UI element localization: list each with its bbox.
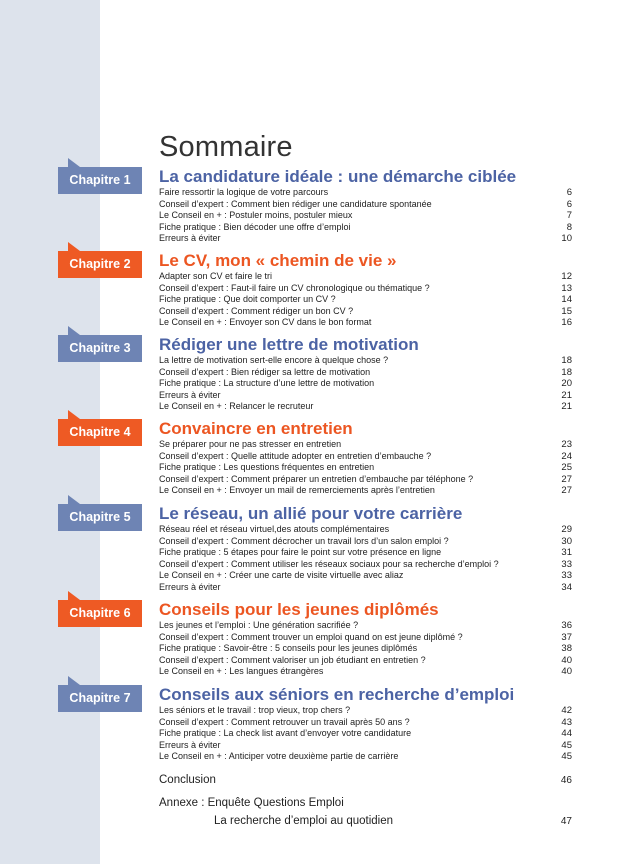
chapter-entries bbox=[159, 187, 572, 245]
chapter-tab[interactable] bbox=[58, 251, 142, 278]
toc-entry[interactable] bbox=[159, 451, 572, 463]
toc-entry[interactable] bbox=[159, 317, 572, 329]
entry-page: 10 bbox=[561, 233, 572, 245]
entry-text: Erreurs à éviter bbox=[159, 389, 221, 400]
toc-entry[interactable] bbox=[159, 655, 572, 667]
chapter-entries bbox=[159, 705, 572, 763]
toc-entry[interactable] bbox=[159, 705, 572, 717]
toc-entry[interactable] bbox=[159, 620, 572, 632]
entry-text: Conseil d’expert : Comment rédiger un bon CV ? bbox=[159, 305, 354, 316]
entry-page: 21 bbox=[561, 401, 572, 413]
entry-page: 12 bbox=[561, 271, 572, 282]
entry-text: Le Conseil en + : Envoyer son CV dans le bon format bbox=[159, 317, 372, 328]
entry-text: Conseil d’expert : Comment valoriser un job étudiant en entretien ? bbox=[159, 654, 426, 665]
toc-entry[interactable] bbox=[159, 570, 572, 582]
entry-text: Conseil d’expert : Faut-il faire un CV chronologique ou thématique ? bbox=[159, 282, 430, 293]
toc-entry[interactable] bbox=[159, 666, 572, 678]
entry-text: Conseil d’expert : Comment retrouver un travail après 50 ans ? bbox=[159, 716, 410, 727]
toc-annexe-sub[interactable] bbox=[159, 815, 572, 827]
toc-entry[interactable] bbox=[159, 306, 572, 318]
toc-entry[interactable] bbox=[159, 547, 572, 559]
entry-page: 27 bbox=[561, 485, 572, 497]
entry-page: 40 bbox=[561, 666, 572, 678]
chapter-entries bbox=[159, 355, 572, 413]
entry-page: 25 bbox=[561, 462, 572, 474]
entry-text: Conseil d’expert : Comment trouver un emploi quand on est jeune diplômé ? bbox=[159, 631, 463, 642]
entry-text: Le Conseil en + : Envoyer un mail de remerciements après l’entretien bbox=[159, 485, 435, 496]
toc-entry[interactable] bbox=[159, 485, 572, 497]
toc-conclusion[interactable] bbox=[159, 774, 572, 786]
toc-entry[interactable] bbox=[159, 751, 572, 763]
toc-entry[interactable] bbox=[159, 199, 572, 211]
entry-page: 6 bbox=[566, 187, 572, 198]
chapter-entries bbox=[159, 271, 572, 329]
entry-page: 8 bbox=[566, 221, 572, 233]
chapter-tab-label: Chapitre 7 bbox=[69, 691, 131, 705]
chapter-tab[interactable] bbox=[58, 504, 142, 531]
toc-entry[interactable] bbox=[159, 271, 572, 283]
entry-page: 16 bbox=[561, 317, 572, 329]
conclusion-page: 46 bbox=[560, 775, 572, 786]
toc-entry[interactable] bbox=[159, 355, 572, 367]
toc-entry[interactable] bbox=[159, 439, 572, 451]
chapter-tab-label: Chapitre 4 bbox=[69, 425, 131, 439]
entry-page: 43 bbox=[561, 716, 572, 728]
entry-page: 27 bbox=[561, 473, 572, 485]
chapter-title[interactable]: Le réseau, un allié pour votre carrière bbox=[159, 504, 463, 523]
entry-page: 38 bbox=[561, 643, 572, 655]
entry-text: Fiche pratique : 5 étapes pour faire le point sur votre présence en ligne bbox=[159, 547, 442, 558]
chapter-tab[interactable] bbox=[58, 419, 142, 446]
entry-text: Fiche pratique : Les questions fréquentes en entretien bbox=[159, 462, 375, 473]
entry-text: Le Conseil en + : Anticiper votre deuxième partie de carrière bbox=[159, 751, 399, 762]
entry-text: Le Conseil en + : Postuler moins, postuler mieux bbox=[159, 210, 353, 221]
chapter-tab[interactable] bbox=[58, 600, 142, 627]
entry-page: 36 bbox=[561, 620, 572, 631]
entry-text: Le Conseil en + : Relancer le recruteur bbox=[159, 401, 314, 412]
entry-text: Faire ressortir la logique de votre parcours bbox=[159, 187, 329, 197]
entry-page: 45 bbox=[561, 739, 572, 751]
toc-entry[interactable] bbox=[159, 462, 572, 474]
entry-text: Fiche pratique : Bien décoder une offre d’emploi bbox=[159, 221, 351, 232]
entry-page: 45 bbox=[561, 751, 572, 763]
entry-text: Conseil d’expert : Comment décrocher un travail lors d’un salon emploi ? bbox=[159, 535, 449, 546]
entry-page: 13 bbox=[561, 282, 572, 294]
toc-entry[interactable] bbox=[159, 294, 572, 306]
entry-text: Conseil d’expert : Comment utiliser les réseaux sociaux pour sa recherche d’emploi ? bbox=[159, 558, 499, 569]
entry-page: 34 bbox=[561, 581, 572, 593]
chapter-tab-label: Chapitre 3 bbox=[69, 341, 131, 355]
entry-text: Erreurs à éviter bbox=[159, 739, 221, 750]
entry-page: 33 bbox=[561, 570, 572, 582]
entry-page: 6 bbox=[566, 198, 572, 210]
toc-entry[interactable] bbox=[159, 582, 572, 594]
entry-text: Fiche pratique : La check list avant d’envoyer votre candidature bbox=[159, 728, 412, 739]
toc-entry[interactable] bbox=[159, 474, 572, 486]
entry-page: 30 bbox=[561, 535, 572, 547]
toc-entry[interactable] bbox=[159, 524, 572, 536]
chapter-title[interactable]: Conseils aux séniors en recherche d’emploi bbox=[159, 685, 515, 704]
toc-entry[interactable] bbox=[159, 222, 572, 234]
chapter-title[interactable]: La candidature idéale : une démarche ciblée bbox=[159, 167, 517, 186]
entry-text: Adapter son CV et faire le tri bbox=[159, 271, 273, 281]
entry-text: Les jeunes et l’emploi : Une génération sacrifiée ? bbox=[159, 620, 359, 630]
entry-page: 33 bbox=[561, 558, 572, 570]
entry-text: Fiche pratique : Savoir-être : 5 conseils pour les jeunes diplômés bbox=[159, 643, 418, 654]
toc-annexe[interactable] bbox=[159, 797, 572, 809]
chapter-entries bbox=[159, 620, 572, 678]
toc-entry[interactable] bbox=[159, 717, 572, 729]
entry-page: 21 bbox=[561, 389, 572, 401]
entry-page: 24 bbox=[561, 450, 572, 462]
chapter-tab-label: Chapitre 6 bbox=[69, 606, 131, 620]
toc-entry[interactable] bbox=[159, 378, 572, 390]
entry-page: 44 bbox=[561, 728, 572, 740]
chapter-tab[interactable] bbox=[58, 685, 142, 712]
toc-entry[interactable] bbox=[159, 283, 572, 295]
toc-entry[interactable] bbox=[159, 740, 572, 752]
chapter-title[interactable]: Le CV, mon « chemin de vie » bbox=[159, 251, 397, 270]
toc-entry[interactable] bbox=[159, 210, 572, 222]
conclusion-label: Conclusion bbox=[159, 774, 216, 786]
entry-text: Fiche pratique : Que doit comporter un CV ? bbox=[159, 294, 336, 305]
toc-entry[interactable] bbox=[159, 728, 572, 740]
chapter-title[interactable]: Rédiger une lettre de motivation bbox=[159, 335, 419, 354]
entry-page: 31 bbox=[561, 547, 572, 559]
entry-text: Fiche pratique : La structure d’une lettre de motivation bbox=[159, 378, 375, 389]
chapter-tab-label: Chapitre 2 bbox=[69, 257, 131, 271]
toc-entry[interactable] bbox=[159, 559, 572, 571]
entry-text: Conseil d’expert : Comment préparer un entretien d’embauche par téléphone ? bbox=[159, 473, 474, 484]
toc-entry[interactable] bbox=[159, 390, 572, 402]
toc-entry[interactable] bbox=[159, 643, 572, 655]
toc-entry[interactable] bbox=[159, 367, 572, 379]
chapter-title[interactable]: Conseils pour les jeunes diplômés bbox=[159, 600, 439, 619]
entry-page: 37 bbox=[561, 631, 572, 643]
entry-page: 15 bbox=[561, 305, 572, 317]
chapter-title[interactable]: Convaincre en entretien bbox=[159, 419, 353, 438]
entry-page: 7 bbox=[566, 210, 572, 222]
entry-page: 18 bbox=[561, 355, 572, 366]
entry-page: 23 bbox=[561, 439, 572, 450]
entry-page: 18 bbox=[561, 366, 572, 378]
chapter-entries bbox=[159, 524, 572, 594]
chapter-tab-label: Chapitre 1 bbox=[69, 173, 131, 187]
chapter-tab[interactable] bbox=[58, 335, 142, 362]
entry-text: Le Conseil en + : Les langues étrangères bbox=[159, 666, 324, 677]
entry-text: Erreurs à éviter bbox=[159, 581, 221, 592]
entry-page: 20 bbox=[561, 378, 572, 390]
toc-entry[interactable] bbox=[159, 536, 572, 548]
chapter-entries bbox=[159, 439, 572, 497]
entry-text: Conseil d’expert : Quelle attitude adopter en entretien d’embauche ? bbox=[159, 450, 432, 461]
chapter-tab-label: Chapitre 5 bbox=[69, 510, 131, 524]
annexe-page: 47 bbox=[560, 816, 572, 827]
entry-page: 42 bbox=[561, 705, 572, 716]
entry-text: Conseil d’expert : Bien rédiger sa lettre de motivation bbox=[159, 366, 371, 377]
toc-entry[interactable] bbox=[159, 632, 572, 644]
entry-text: Se préparer pour ne pas stresser en entretien bbox=[159, 439, 342, 449]
entry-text: Conseil d’expert : Comment bien rédiger une candidature spontanée bbox=[159, 198, 432, 209]
entry-text: Les séniors et le travail : trop vieux, trop chers ? bbox=[159, 705, 351, 715]
entry-page: 14 bbox=[561, 294, 572, 306]
entry-text: La lettre de motivation sert-elle encore à quelque chose ? bbox=[159, 355, 389, 365]
entry-page: 40 bbox=[561, 654, 572, 666]
toc-entry[interactable] bbox=[159, 187, 572, 199]
entry-page: 29 bbox=[561, 524, 572, 535]
annexe-sub-label: La recherche d’emploi au quotidien bbox=[214, 815, 394, 827]
chapter-tab[interactable] bbox=[58, 167, 142, 194]
toc-entry[interactable] bbox=[159, 233, 572, 245]
entry-text: Réseau réel et réseau virtuel,des atouts complémentaires bbox=[159, 524, 390, 534]
entry-text: Erreurs à éviter bbox=[159, 233, 221, 244]
toc-entry[interactable] bbox=[159, 401, 572, 413]
page-title: Sommaire bbox=[159, 131, 293, 164]
annexe-label: Annexe : Enquête Questions Emploi bbox=[159, 797, 344, 809]
entry-text: Le Conseil en + : Créer une carte de visite virtuelle avec aliaz bbox=[159, 570, 404, 581]
